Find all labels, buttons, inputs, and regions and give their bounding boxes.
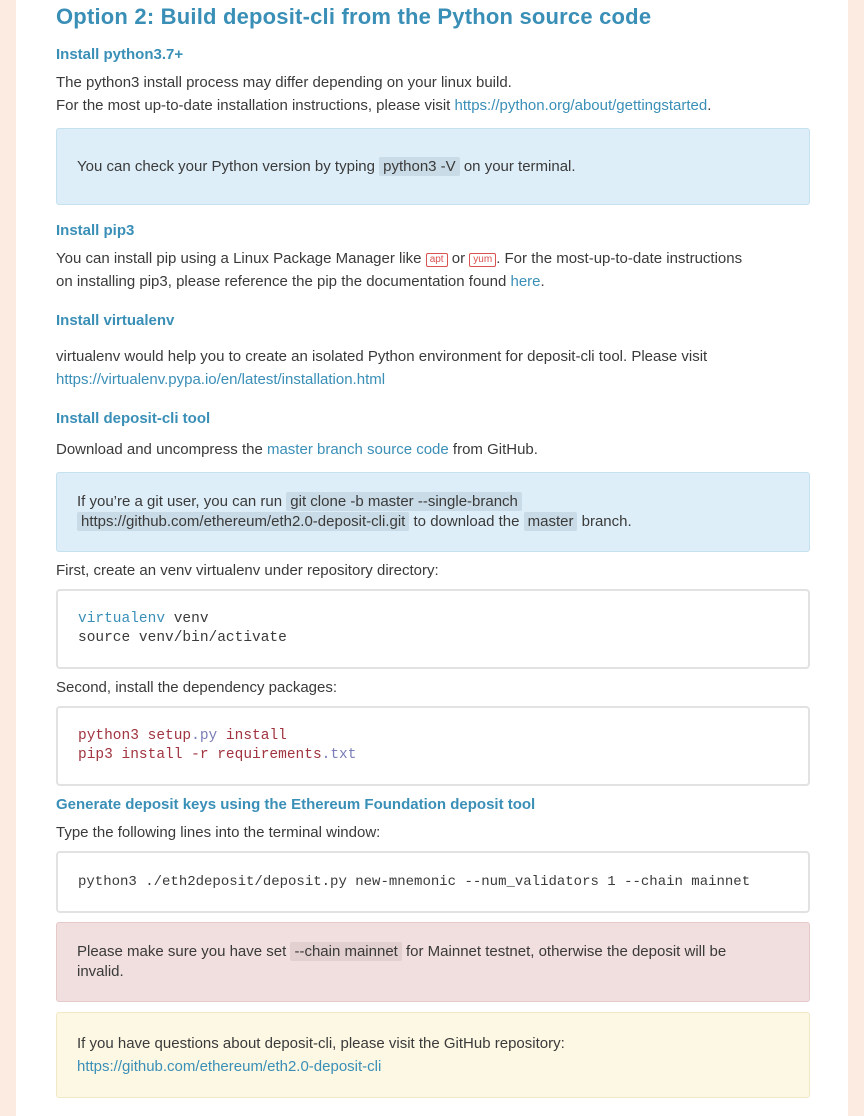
python-note-prefix: You can check your Python version by typing xyxy=(77,158,380,175)
git-clone-note xyxy=(56,472,810,552)
python-line2-prefix: For the most up-to-date installation instructions, please visit xyxy=(56,97,455,114)
tool-text-suffix: from GitHub. xyxy=(448,441,538,458)
danger-suffix: for Mainnet testnet, otherwise the deposit will be xyxy=(401,943,727,960)
virtualenv-install-link[interactable]: https://virtualenv.pypa.io/en/latest/installation.html xyxy=(56,371,386,388)
page-title: Option 2: Build deposit-cli from the Python source code xyxy=(56,4,652,29)
virtualenv-text: virtualenv would help you to create an isolated Python environment for deposit-cli tool. Please visit xyxy=(56,348,708,365)
python-line1: The python3 install process may differ depending on your linux build. xyxy=(56,74,512,91)
section-title-pip: Install pip3 xyxy=(56,222,135,239)
github-repo-link[interactable]: https://github.com/ethereum/eth2.0-deposit-cli xyxy=(77,1058,382,1075)
git-clone-command: git clone -b master --single-branch xyxy=(286,492,522,511)
deposit-command-block[interactable] xyxy=(56,851,810,913)
python-note-suffix: on your terminal. xyxy=(459,158,576,175)
section-title-python: Install python3.7+ xyxy=(56,46,184,63)
pip-text-line2: on installing pip3, please reference the pip the documentation found xyxy=(56,273,511,290)
code-setup-cmd: python3 setup xyxy=(78,728,192,744)
python-getting-started-link[interactable]: https://python.org/about/gettingstarted xyxy=(454,97,708,114)
code-setup-install: install xyxy=(217,728,287,744)
step-install-deps: Second, install the dependency packages: xyxy=(56,679,338,696)
danger-prefix: Please make sure you have set xyxy=(77,943,291,960)
pip-text-prefix: You can install pip using a Linux Package Manager like xyxy=(56,250,426,267)
python-version-command: python3 -V xyxy=(379,157,460,176)
section-title-deposit-cli: Install deposit-cli tool xyxy=(56,410,211,427)
python-line2-suffix: . xyxy=(707,97,712,114)
section-title-virtualenv: Install virtualenv xyxy=(56,312,175,329)
git-note-prefix: If you’re a git user, you can run xyxy=(77,493,287,510)
git-repo-url: https://github.com/ethereum/eth2.0-deposit-cli.git xyxy=(77,512,409,531)
python-version-note xyxy=(56,128,810,205)
yum-badge: yum xyxy=(469,253,496,267)
pip-text-end: . xyxy=(540,273,545,290)
warn-text: If you have questions about deposit-cli, please visit the GitHub repository: xyxy=(77,1035,565,1052)
master-branch-link[interactable]: master branch source code xyxy=(266,441,449,458)
apt-badge: apt xyxy=(426,253,448,267)
python-description xyxy=(56,71,816,117)
code-venv-arg: venv xyxy=(165,611,209,627)
github-questions-note xyxy=(56,1012,810,1098)
code-setup-ext: .py xyxy=(191,728,218,744)
danger-line2: invalid. xyxy=(77,963,124,980)
step-create-venv: First, create an venv virtualenv under repository directory: xyxy=(56,562,439,579)
code-activate-line: source venv/bin/activate xyxy=(78,630,287,646)
deposit-command: python3 ./eth2deposit/deposit.py new-mnemonic --num_validators 1 --chain mainnet xyxy=(78,874,751,890)
tool-description xyxy=(56,438,816,461)
venv-code-block[interactable] xyxy=(56,589,810,669)
chain-mainnet-code: --chain mainnet xyxy=(290,942,401,961)
code-requirements-ext: .txt xyxy=(321,747,357,763)
master-branch-code: master xyxy=(524,512,578,531)
pip-description xyxy=(56,247,816,293)
generate-description: Type the following lines into the terminal window: xyxy=(56,824,381,841)
code-virtualenv-keyword: virtualenv xyxy=(78,611,166,627)
pip-text-or: or xyxy=(447,250,470,267)
git-note-mid: to download the xyxy=(409,513,524,530)
code-pip-install: pip3 install -r requirements xyxy=(78,747,322,763)
page xyxy=(16,0,848,1116)
section-title-generate: Generate deposit keys using the Ethereum Foundation deposit tool xyxy=(56,796,536,813)
tool-text-prefix: Download and uncompress the xyxy=(56,441,267,458)
chain-warning-alert xyxy=(56,922,810,1002)
deps-code-block[interactable] xyxy=(56,706,810,786)
pip-text-middle: . For the most-up-to-date instructions xyxy=(496,250,743,267)
git-note-suffix: branch. xyxy=(577,513,632,530)
pip-docs-link[interactable]: here xyxy=(510,273,541,290)
virtualenv-description xyxy=(56,345,816,391)
